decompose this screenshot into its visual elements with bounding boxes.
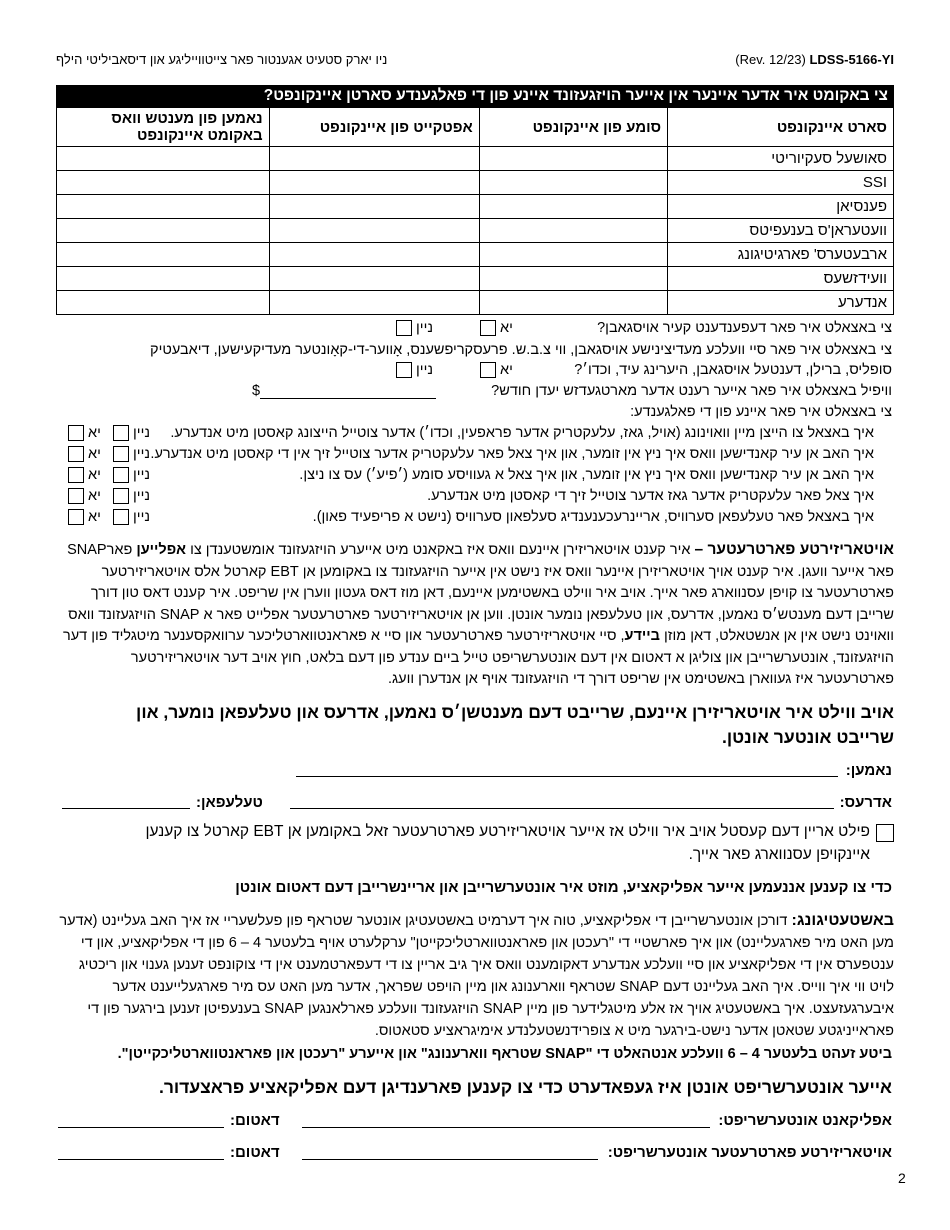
name-label: נאמען: (845, 762, 892, 779)
rep-date-line[interactable] (58, 1159, 224, 1160)
col-header-person: נאמען פון מענטש וואס באקומט איינקונפט (57, 108, 270, 147)
table-row (57, 291, 894, 315)
medical-no-checkbox[interactable] (396, 362, 412, 378)
table-row (57, 267, 894, 291)
frequency-cell[interactable] (269, 171, 479, 195)
amount-cell[interactable] (479, 147, 667, 171)
table-row (57, 219, 894, 243)
income-type: וועידזשעס (668, 267, 894, 291)
page-number: 2 (898, 1170, 906, 1186)
amount-cell[interactable] (479, 267, 667, 291)
utility-ac-electric: איך האב אן עיר קאנדישען וואס איך ניץ אין זומער, און איך צאל פאר עלעקטריק אדער צוטייל זיך אין די קאסטן מיט אנדערע. (150, 446, 874, 462)
revision: (Rev. 12/23) (735, 52, 806, 67)
dependent-care-question: צי באצאלט איר פאר דעפענדענט קעיר אויסגאבן? (597, 320, 892, 336)
utility-ac-electric-yesno: ניין יא (68, 446, 150, 462)
utility-electric-gas-no-checkbox[interactable] (113, 488, 129, 504)
person-cell[interactable] (57, 171, 270, 195)
medical-no: ניין (396, 362, 433, 378)
income-table (56, 85, 894, 315)
utility-electric-gas-yes-checkbox[interactable] (68, 488, 84, 504)
utility-electric-gas-yesno: ניין יא (68, 488, 150, 504)
medical-question-line1: צי באצאלט איר פאר סיי וועלכע מעדיצינישע אויסגאבן, ווי צ.ב.ש. פרעסקריפשענס, אָווער-די-קאָונטער מעדיקעישען, דיאבעטיק (150, 342, 892, 358)
ebt-card-checkbox[interactable] (876, 824, 894, 842)
table-row (57, 243, 894, 267)
frequency-cell[interactable] (269, 195, 479, 219)
rent-question: וויפיל באצאלט איר פאר אייער רענט אדער מארטגעדזש יעדן חודש? (491, 383, 892, 399)
ebt-checkbox-line1: פילט אריין דעם קעסטל אויב איר ווילט אז אייער אויטאריזירטע פארטרעטער זאל באקומען אן EBT קארטל צו קענען (145, 823, 870, 840)
utility-phone-yesno: ניין יא (68, 509, 150, 525)
utility-electric-gas: איך צאל פאר עלעקטריק אדער גאז אדער צוטייל זיך די קאסטן מיט אנדערע. (427, 488, 874, 504)
applicant-date-line[interactable] (58, 1127, 224, 1128)
amount-cell[interactable] (479, 171, 667, 195)
medical-yes: יא (480, 362, 513, 378)
utility-phone: איך באצאל פאר טעלעפאן סערוויס, אריינרעכענענדיג סעלפאון סערוויס (נישט א פריפעיד פאון). (312, 509, 874, 525)
amount-cell[interactable] (479, 195, 667, 219)
agency-title: ניו יארק סטעיט אגענטור פאר צייטווייליגע און דיסאביליטי הילף (56, 52, 388, 67)
rep-date-label: דאטום: (230, 1144, 280, 1161)
name-input[interactable] (296, 776, 838, 777)
rep-instructions: אויב ווילט איר אויטאריזירן איינעם, שרייבט דעם מענטשן׳ס נאמען, אדרעס און טעלעפאן נומער, און שרייבט אונטער אונטן. (136, 702, 894, 747)
address-input[interactable] (290, 808, 834, 809)
income-type: SSI (668, 171, 894, 195)
rep-signature-label: אויטאריזירטע פארטרעטער אונטערשריפט: (607, 1144, 892, 1161)
person-cell[interactable] (57, 147, 270, 171)
attestation-paragraph: באשטעטיגונג: דורכן אונטערשרייבן די אפליקאציע, טוה איך דערמיט באשטעטיגן אונטער שטראף פון פעלשעריי אז איך האב געליינט (אדער מען האט מיר פארגעליינט) און איך פארשטיי די "רעכטן און פאראנטווארטליכקייטן" ערקלערט אויף בלעטער 4 – 6 פון די אפליקאציע, און די ענטפערס אין די אפליקאציע און סיי וועלכע אנדערע דאקומענט וואס איך גיב אריין צו די דעפארטמענט אין די צוקונפט זענען גענוי און ריכטיג לויט ווי איך ווייס. איך האב געליינט דעם SNAP שטראף ווארענונג און מיין הויפט שפראך, אדער מען האט עס מיר פארגעלייענט אדער איבערגעזעצט. איך באשטעטיג אויך אז אלע מיטגלידער פון מיין SNAP הויזגעזונד וועלכע פארלאנגען SNAP בענעפיטן זענען בירגער פון די פאראייניגטע שטאטן אדער נישט-בירגער מיט א צופרידנשטעלנדע אימיגראציע סטאטוס. (59, 912, 894, 1039)
phone-input[interactable] (62, 808, 190, 809)
utility-ac-fee-yesno: ניין יא (68, 467, 150, 483)
dependent-care-no-checkbox[interactable] (396, 320, 412, 336)
person-cell[interactable] (57, 291, 270, 315)
medical-question-line2: סופליס, ברילן, דענטעל אויסגאבן, היערינג עיד, וכדו׳? (574, 362, 892, 378)
applicant-signature-line[interactable] (302, 1127, 710, 1128)
income-type: וועטעראן'ס בענעפיטס (668, 219, 894, 243)
phone-label: טעלעפאן: (196, 794, 263, 811)
table-row (57, 171, 894, 195)
utility-heat-yesno: ניין יא (68, 425, 150, 441)
authorized-rep-paragraph: אויטאריזירטע פארטרעטער – איר קענט אויטאריזירן איינעם וואס איז באקאנט מיט אייערע הויזגעזונד אומשטענדן צו אפלייען פארSNAP פאר אייער וועגן. איר קענט אויך אויטאריזירן איינער וואס איז נישט אין אייער הויזגעזונד צו באקומען אן EBT קארטל אלס אויטאריזירטער פארטרעטער צו קויפן עסנווארג פאר אייך. אויב איר ווילט באשטימען איינעם, דאן מוז דאס געטון ווערן אין שריפט. איר קענט דאס טון דורך שרייבן דעם מענטש׳ס נאמען, אדרעס, און טעלעפאן נומער אונטן. ווען אן אויטאריזירטער פארטרעטער אפלייט פאר א SNAP הויזגעזונד וואס וואוינט נישט אין אן אנשטאלט, דאן מוזן ביידע, סיי אויטאריזירטער פארטרעטער און סיי א פאראנטווארטליכער ערוואקסענער מיטגליד פון דער הויזגעזונד, אונטערשרייבן און צוליגן א דאטום אין דעם אונטערשריפט טייל ביים ענדע פון דעם בלאט, חוץ אויב דער אויטאריזירטער פארטרעטער איז געווארן באשטימט אין שריפט דורך די הויזגעזונד אויף אן אנדערן וועג. (62, 541, 894, 687)
frequency-cell[interactable] (269, 219, 479, 243)
person-cell[interactable] (57, 243, 270, 267)
utility-ac-fee-no-checkbox[interactable] (113, 467, 129, 483)
rep-signature-line[interactable] (302, 1159, 598, 1160)
sign-heading: כדי צו קענען אננעמען אייער אפליקאציע, מוזט איר אונטערשרייבן און אריינשרייבן דעם דאטום אונטן (235, 879, 892, 896)
page-header (56, 52, 894, 72)
col-header-amount: סומע פון איינקונפט (479, 108, 667, 147)
col-header-type: סארט איינקונפט (668, 108, 894, 147)
person-cell[interactable] (57, 195, 270, 219)
utility-heat-no-checkbox[interactable] (113, 425, 129, 441)
form-number: LDSS-5166-YI (809, 52, 894, 67)
amount-cell[interactable] (479, 243, 667, 267)
applicant-date-label: דאטום: (230, 1112, 280, 1129)
person-cell[interactable] (57, 219, 270, 243)
utility-ac-fee-yes-checkbox[interactable] (68, 467, 84, 483)
frequency-cell[interactable] (269, 147, 479, 171)
table-row (57, 195, 894, 219)
authorized-rep-title: אויטאריזירטע פארטרעטער – (694, 541, 894, 558)
utility-heat: איך באצאל צו הייצן מיין וואוינונג (אויל, גאז, עלעקטריק אדער פראפעין, וכדו׳) אדער צוטייל הייצונג קאסטן מיט אנדערע. (170, 425, 874, 441)
utility-ac-electric-no-checkbox[interactable] (113, 446, 129, 462)
col-header-frequency: אפטקייט פון איינקונפט (269, 108, 479, 147)
read-pages-note: ביטע זעהט בלעטער 4 – 6 וועלכע אנטהאלט די "SNAP שטראף ווארענונג" און אייערע "רעכטן און פאראנטווארטליכקייטן". (117, 1046, 892, 1062)
address-label: אדרעס: (839, 794, 892, 811)
person-cell[interactable] (57, 267, 270, 291)
dependent-care-yes-checkbox[interactable] (480, 320, 496, 336)
utility-heat-yes-checkbox[interactable] (68, 425, 84, 441)
frequency-cell[interactable] (269, 267, 479, 291)
pay-following-question: צי באצאלט איר פאר איינע פון די פאלגענדע: (630, 404, 892, 420)
medical-yes-checkbox[interactable] (480, 362, 496, 378)
income-table-caption: צי באקומט איר אדער איינער אין אייער הויזגעזונד איינע פון די פאלגענדע סארטן איינקונפט? (56, 85, 894, 107)
dependent-care-no: ניין (396, 320, 433, 336)
amount-cell[interactable] (479, 219, 667, 243)
applicant-signature-label: אפליקאנט אונטערשריפט: (718, 1112, 892, 1129)
frequency-cell[interactable] (269, 291, 479, 315)
form-id (735, 52, 894, 67)
attestation-title: באשטעטיגונג: (791, 912, 894, 929)
signature-heading: אייער אונטערשריפט אונטן איז געפאדערט כדי צו קענען פארענדיגן דעם אפליקאציע פראצעדור. (158, 1077, 892, 1097)
utility-ac-fee: איך האב אן עיר קאנדישען וואס איך ניץ אין זומער, און איך צאל א געוויסע סומע (׳פיע׳) עס צו ניצן. (299, 467, 874, 483)
income-type: סאושעל סעקיוריטי (668, 147, 894, 171)
utility-ac-electric-yes-checkbox[interactable] (68, 446, 84, 462)
amount-cell[interactable] (479, 291, 667, 315)
income-type: ארבעטערס' פארגיטיגונג (668, 243, 894, 267)
frequency-cell[interactable] (269, 243, 479, 267)
income-type: פענסיאן (668, 195, 894, 219)
utility-phone-yes-checkbox[interactable] (68, 509, 84, 525)
utility-phone-no-checkbox[interactable] (113, 509, 129, 525)
ebt-checkbox-line2: איינקויפן עסנווארג פאר אייך. (688, 846, 870, 863)
rent-amount-field[interactable]: $ (252, 383, 436, 399)
income-type: אנדערע (668, 291, 894, 315)
dependent-care-yes: יא (480, 320, 513, 336)
table-row (57, 147, 894, 171)
